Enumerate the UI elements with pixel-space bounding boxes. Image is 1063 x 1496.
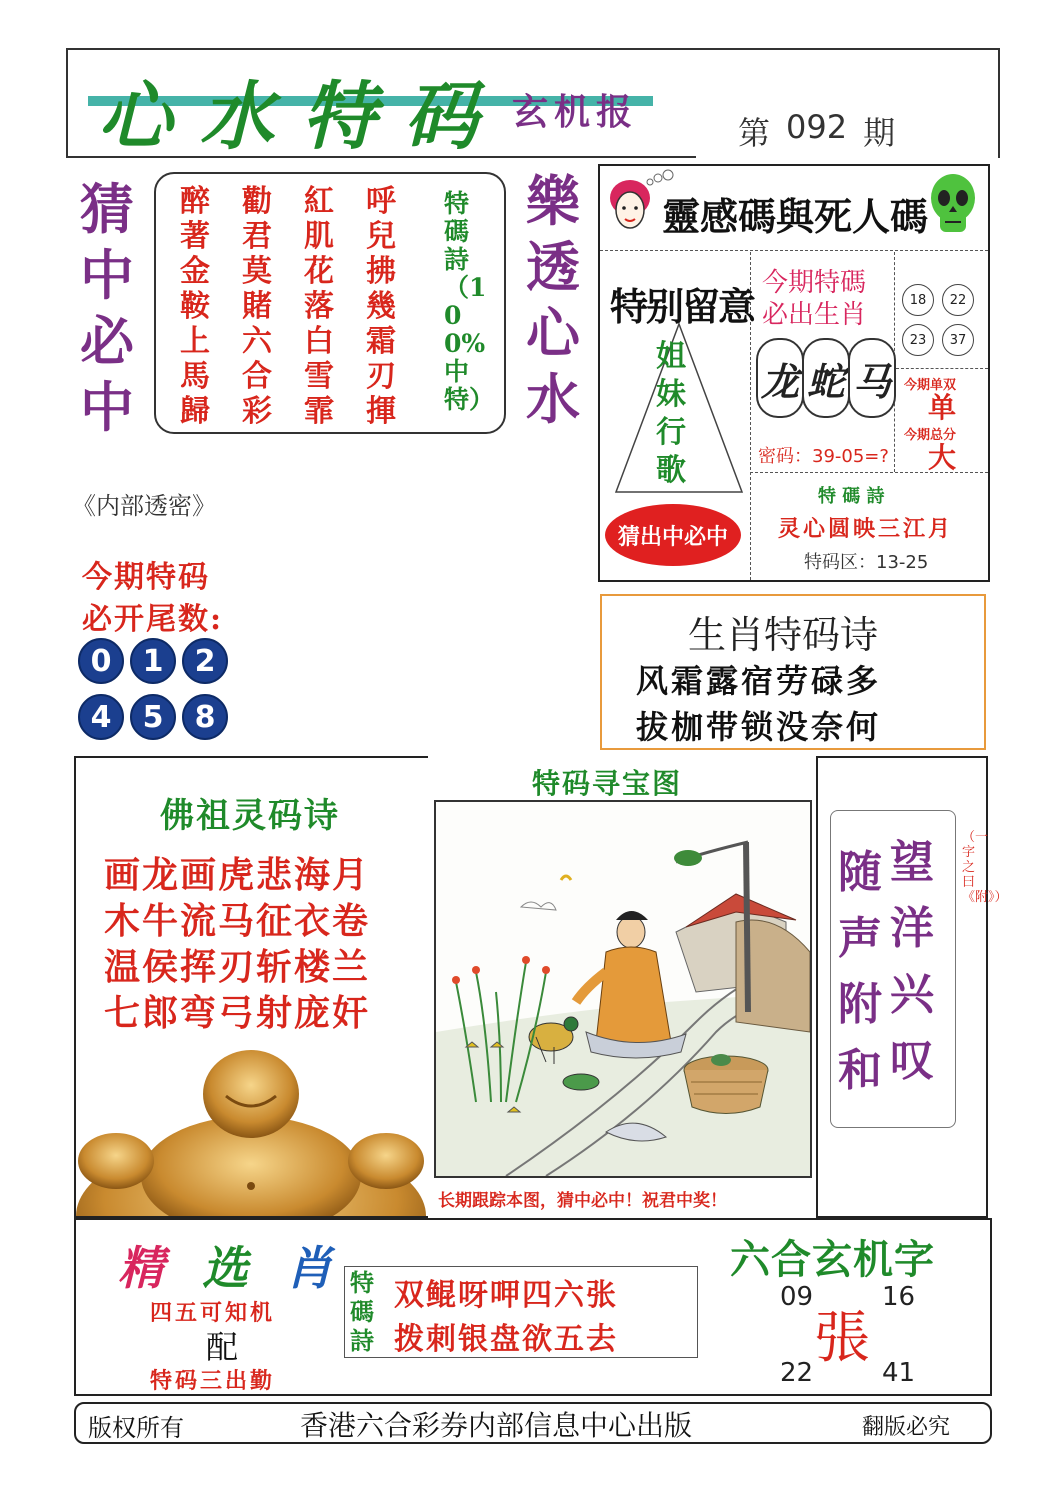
zodiac-char: 蛇 xyxy=(806,359,845,404)
guess-badge-text: 猜出中必中 xyxy=(617,524,728,550)
issue-line xyxy=(738,108,895,154)
bottom-left-line1: 四五可知机 xyxy=(150,1301,276,1326)
poem-char: 六 xyxy=(242,324,272,359)
riddle-col-2 xyxy=(838,840,882,1104)
left-vertical-text xyxy=(80,176,134,440)
footer-left: 版权所有 xyxy=(88,1414,184,1442)
poem-char: 刃 xyxy=(366,359,396,394)
page-title: 心水特码 xyxy=(98,74,506,160)
tail-number: 2 xyxy=(194,643,216,679)
bottom-left-pair: 配 xyxy=(206,1328,239,1366)
poem-column xyxy=(242,184,272,429)
poem-char: 霏 xyxy=(304,394,334,429)
left-char: 中 xyxy=(80,243,134,307)
attention-label: 特别留意 xyxy=(610,285,755,329)
poem-column xyxy=(304,184,334,429)
bottom-poem-line1: 双鲲呀呷四六张 xyxy=(394,1278,618,1313)
issue-number: 092 xyxy=(786,108,848,146)
treasure-caption: 长期跟踪本图，猜中必中！祝君中奖！ xyxy=(438,1191,727,1211)
issue-suffix: 期 xyxy=(863,114,896,152)
liuhe-n2: 16 xyxy=(882,1282,916,1312)
circle-number: 18 xyxy=(909,292,927,308)
number-circle xyxy=(902,284,934,316)
poem-char: 拂 xyxy=(366,254,396,289)
treasure-title: 特码寻宝图 xyxy=(532,767,683,800)
circles-divider xyxy=(896,368,988,369)
lingan-poem-line: 灵心圆映三江月 xyxy=(778,516,954,542)
riddle-col-1 xyxy=(890,830,934,1094)
inner-secret-line1: 今期特码 xyxy=(82,560,210,595)
tail-ball xyxy=(78,694,124,740)
tail-number: 5 xyxy=(142,699,164,735)
label-char: 碼 xyxy=(350,1297,374,1326)
zodiac-title-1: 今期特碼 xyxy=(762,268,867,298)
bottom-left-title xyxy=(118,1232,332,1298)
buddha-line: 木牛流马征衣卷 xyxy=(104,900,371,942)
buddha-line: 温侯挥刃斩楼兰 xyxy=(104,946,371,988)
tail-ball xyxy=(130,638,176,684)
title-char: 肖 xyxy=(286,1241,332,1295)
buddha-title: 佛祖灵码诗 xyxy=(160,796,340,836)
buddha-statue-image xyxy=(76,1046,426,1220)
bottom-poem-line2: 拨刺银盘欲五去 xyxy=(394,1322,618,1357)
circle-number: 22 xyxy=(949,292,967,308)
poem-char: 賭 xyxy=(242,289,272,324)
total-value: 大 xyxy=(928,441,957,474)
poem-char: 呼 xyxy=(366,184,396,219)
poem-char: 紅 xyxy=(304,184,334,219)
treasure-picture xyxy=(436,802,810,1180)
zodiac-badge xyxy=(756,338,804,418)
left-char: 中 xyxy=(80,375,134,439)
riddle-char: 和 xyxy=(838,1045,882,1096)
zodiac-poem-line1: 风霜露宿劳碌多 xyxy=(636,662,882,700)
tail-balls xyxy=(78,638,228,740)
poem-column xyxy=(366,184,396,429)
skull-icon xyxy=(928,172,978,242)
tail-number: 0 xyxy=(90,643,112,679)
zodiac-badge xyxy=(848,338,896,418)
zodiac-poem-line2: 拔枷带锁没奈何 xyxy=(636,708,882,746)
poem-char: 歸 xyxy=(180,394,210,429)
poem-char: 揮 xyxy=(366,394,396,429)
zodiac-poem-title: 生肖特码诗 xyxy=(688,613,879,657)
poem-char: 兒 xyxy=(366,219,396,254)
label-char: 詩 xyxy=(350,1326,374,1355)
zodiac-char: 马 xyxy=(852,359,891,404)
odd-even-label: 今期单双 xyxy=(904,378,957,393)
tail-ball xyxy=(78,638,124,684)
riddle-char: 声 xyxy=(838,913,882,964)
left-char: 猜 xyxy=(80,177,134,241)
page-subtitle: 玄机报 xyxy=(512,91,639,133)
left-char: 必 xyxy=(80,309,134,373)
riddle-char: 附 xyxy=(838,979,882,1030)
song-char: 姐 xyxy=(656,339,686,374)
poem-char: 雪 xyxy=(304,359,334,394)
tail-number: 8 xyxy=(194,699,216,735)
buddha-line: 画龙画虎悲海月 xyxy=(104,854,371,896)
zodiac-badges xyxy=(756,338,896,418)
poem-char: 上 xyxy=(180,324,210,359)
total-label: 今期总分 xyxy=(904,428,957,443)
zodiac-char: 龙 xyxy=(760,359,799,404)
zodiac-title-2: 必出生肖 xyxy=(762,300,867,330)
song-char: 行 xyxy=(656,415,686,450)
number-circle xyxy=(902,324,934,356)
riddle-char: 望 xyxy=(890,837,934,888)
song-char: 妹 xyxy=(656,377,686,412)
poem-char: 勸 xyxy=(242,184,272,219)
zodiac-badge xyxy=(802,338,850,418)
poem-char: 醉 xyxy=(180,184,210,219)
poem-char: 著 xyxy=(180,219,210,254)
poem-char: 白 xyxy=(304,324,334,359)
label-char: 特 xyxy=(350,1268,374,1297)
right-vertical-text xyxy=(526,168,580,432)
tail-number: 4 xyxy=(90,699,112,735)
number-circle xyxy=(942,324,974,356)
poem-char: 肌 xyxy=(304,219,334,254)
song-char: 歌 xyxy=(656,453,686,488)
poem-grid-side-label: 特碼詩（100%中特） xyxy=(444,189,495,414)
riddle-char: 洋 xyxy=(890,903,934,954)
liuhe-n4: 41 xyxy=(882,1358,916,1388)
poem-char: 君 xyxy=(242,219,272,254)
lingan-poem-label: 特 碼 詩 xyxy=(818,486,885,507)
liuhe-n3: 22 xyxy=(780,1358,814,1388)
buddha-lines xyxy=(104,852,370,1036)
buddha-line: 七郎弯弓射庞奸 xyxy=(104,992,371,1034)
basket xyxy=(684,1054,768,1114)
riddle-side-note: （一字之曰《附》） xyxy=(962,830,1008,905)
lingan-zone: 特码区：13-25 xyxy=(804,552,929,573)
circle-number: 23 xyxy=(909,332,927,348)
liuhe-char: 張 xyxy=(814,1306,870,1371)
issue-prefix: 第 xyxy=(738,114,771,152)
poem-grid xyxy=(180,184,396,429)
inner-secret-title: 《内部透密》 xyxy=(72,492,216,520)
liuhe-n1: 09 xyxy=(780,1282,814,1312)
tail-ball xyxy=(130,694,176,740)
lingan-title: 靈感碼與死人碼 xyxy=(662,194,929,239)
liuhe-title: 六合玄机字 xyxy=(730,1236,935,1283)
riddle-char: 叹 xyxy=(890,1035,934,1086)
tail-ball xyxy=(182,694,228,740)
poem-char: 幾 xyxy=(366,289,396,324)
poem-char: 彩 xyxy=(242,394,272,429)
poem-column xyxy=(180,184,210,429)
poem-char: 莫 xyxy=(242,254,272,289)
number-circle xyxy=(942,284,974,316)
song-vertical xyxy=(656,338,686,490)
odd-even-value: 单 xyxy=(928,391,957,424)
poem-char: 落 xyxy=(304,289,334,324)
footer-center: 香港六合彩券内部信息中心出版 xyxy=(300,1409,693,1442)
bottom-poem-label xyxy=(350,1268,374,1355)
tail-ball xyxy=(182,638,228,684)
poem-char: 合 xyxy=(242,359,272,394)
title-char: 精 xyxy=(118,1241,164,1295)
circle-number: 37 xyxy=(949,332,967,348)
title-char: 选 xyxy=(202,1241,248,1295)
inner-secret-line2: 必开尾数: xyxy=(82,602,224,637)
poem-char: 金 xyxy=(180,254,210,289)
right-char: 心 xyxy=(526,301,580,365)
footer-right: 翻版必究 xyxy=(862,1415,951,1440)
poem-char: 馬 xyxy=(180,359,210,394)
lingan-header-divider xyxy=(600,250,988,251)
bottom-left-line2: 特码三出勤 xyxy=(150,1369,276,1394)
right-char: 樂 xyxy=(526,169,580,233)
poem-char: 花 xyxy=(304,254,334,289)
riddle-char: 兴 xyxy=(890,969,934,1020)
right-char: 透 xyxy=(526,235,580,299)
guess-badge xyxy=(605,504,741,566)
poem-char: 鞍 xyxy=(180,289,210,324)
right-char: 水 xyxy=(526,367,580,431)
poem-char: 霜 xyxy=(366,324,396,359)
riddle-char: 随 xyxy=(838,847,882,898)
password-text: 密码：39-05=? xyxy=(758,446,889,467)
circle-numbers xyxy=(902,284,974,356)
tail-number: 1 xyxy=(142,643,164,679)
